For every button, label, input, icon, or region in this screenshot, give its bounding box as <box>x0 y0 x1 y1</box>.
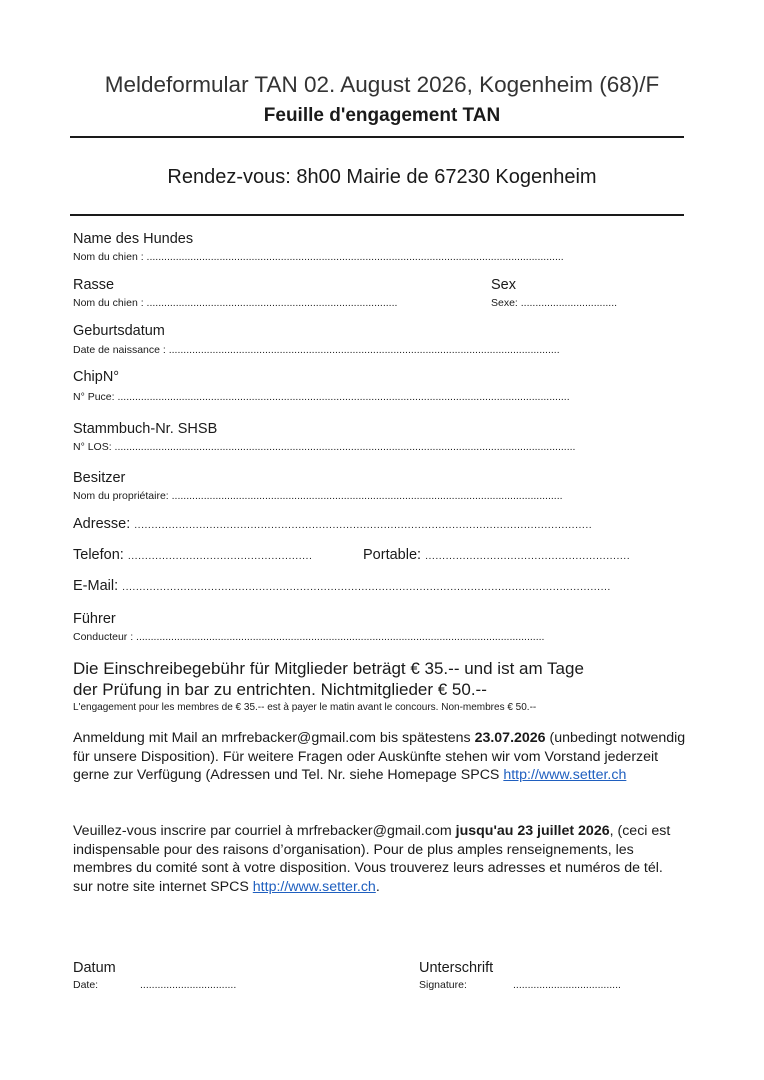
mobile-dots: ............................................................ <box>425 550 631 562</box>
registration-info-fr <box>73 822 683 896</box>
signature-sub-label: Signature: <box>419 979 467 991</box>
fee-line-1: Die Einschreibegebühr für Mitglieder beträgt € 35.-- und ist am Tage <box>73 659 584 678</box>
signature-field[interactable]: ..................................... <box>513 979 621 991</box>
studbook-sub-label: N° LOS <box>73 441 109 453</box>
form-title: Meldeformular TAN 02. August 2026, Kogenheim (68)/F <box>104 72 660 97</box>
sex-label: Sex <box>491 277 516 293</box>
para-fr-text-3: . <box>375 878 380 895</box>
mobile-label: Portable: <box>363 547 422 563</box>
para-de-text-1: Anmeldung mit Mail an mrfrebacker@gmail.com bis spätestens <box>73 730 475 746</box>
signature-label: Unterschrift <box>419 960 494 976</box>
address-label: Adresse: <box>73 516 131 532</box>
breed-field[interactable]: Nom du chien : ...................................................................................... <box>73 297 398 309</box>
para-fr-deadline: jusqu'au 23 juillet 2026 <box>455 823 610 839</box>
dog-name-field[interactable]: Nom du chien : ............................................................................................................................................... <box>73 251 564 263</box>
phone-dots: ...................................................... <box>127 550 313 562</box>
studbook-field[interactable] <box>73 441 575 453</box>
handler-field[interactable]: Conducteur : ............................................................................................................................................ <box>73 631 545 643</box>
birthdate-field[interactable]: Date de naissance : ...................................................................................................................................... <box>73 344 560 356</box>
mobile-row[interactable] <box>363 547 630 563</box>
phone-row[interactable] <box>73 547 312 563</box>
divider-top <box>70 136 684 138</box>
para-fr-link[interactable]: http://www.setter.ch <box>252 878 376 895</box>
registration-info-de <box>73 729 687 785</box>
chip-sub-label: N° Puce <box>73 391 112 403</box>
handler-label: Führer <box>73 611 116 627</box>
dog-name-label: Name des Hundes <box>73 231 194 247</box>
email-label: E-Mail: <box>73 578 119 594</box>
fee-sub: L'engagement pour les membres de € 35.-- est à payer le matin avant le concours. Non-membres € 50.-- <box>73 702 537 713</box>
owner-field[interactable]: Nom du propriétaire: ...................................................................................................................................... <box>73 490 563 502</box>
email-row[interactable] <box>73 578 611 594</box>
chip-field[interactable] <box>73 391 570 403</box>
date-label: Datum <box>73 960 116 976</box>
owner-label: Besitzer <box>73 470 126 486</box>
rendezvous-line: Rendez-vous: 8h00 Mairie de 67230 Kogenheim <box>167 166 597 188</box>
form-subtitle: Feuille d'engagement TAN <box>263 105 501 126</box>
chip-label: ChipN° <box>73 369 120 385</box>
fee-line-2: der Prüfung in bar zu entrichten. Nichtmitglieder € 50.-- <box>73 680 487 699</box>
sex-field[interactable]: Sexe: ................................. <box>491 297 618 309</box>
birthdate-label: Geburtsdatum <box>73 323 165 339</box>
para-fr-text-1: Veuillez-vous inscrire par courriel à mrfrebacker@gmail.com <box>73 823 456 839</box>
divider-bottom <box>70 214 684 216</box>
chip-dots: : ........................................................................................................................................................... <box>111 391 570 403</box>
email-dots: ............................................................................................................................................... <box>122 581 611 593</box>
para-fr-text-2: , (ceci est indispensable pour des raisons d’organisation). Pour de plus amples renseignements, les membres du comité sont à votre disposition. Vous trouverez leurs adresses et numéros de tél. sur notre site internet SPCS <box>73 823 671 895</box>
para-de-text-2: (unbedingt notwendig für unsere Disposition). Für weitere Fragen oder Auskünfte stehen wir vom Vorstand jederzeit gerne zur Verfügung (Adressen und Tel. Nr. siehe Homepage SPCS <box>73 730 686 784</box>
studbook-dots: : .............................................................................................................................................................. <box>108 441 576 453</box>
address-row[interactable] <box>73 516 592 532</box>
date-sub-label: Date: <box>73 979 99 991</box>
breed-label: Rasse <box>73 277 115 293</box>
para-de-link[interactable]: http://www.setter.ch <box>503 767 627 784</box>
studbook-label: Stammbuch-Nr. SHSB <box>73 421 218 437</box>
date-field[interactable]: ................................. <box>140 979 237 991</box>
para-de-deadline: 23.07.2026 <box>474 730 546 746</box>
address-dots: ...................................................................................................................................... <box>134 519 593 531</box>
phone-label: Telefon: <box>73 547 124 563</box>
